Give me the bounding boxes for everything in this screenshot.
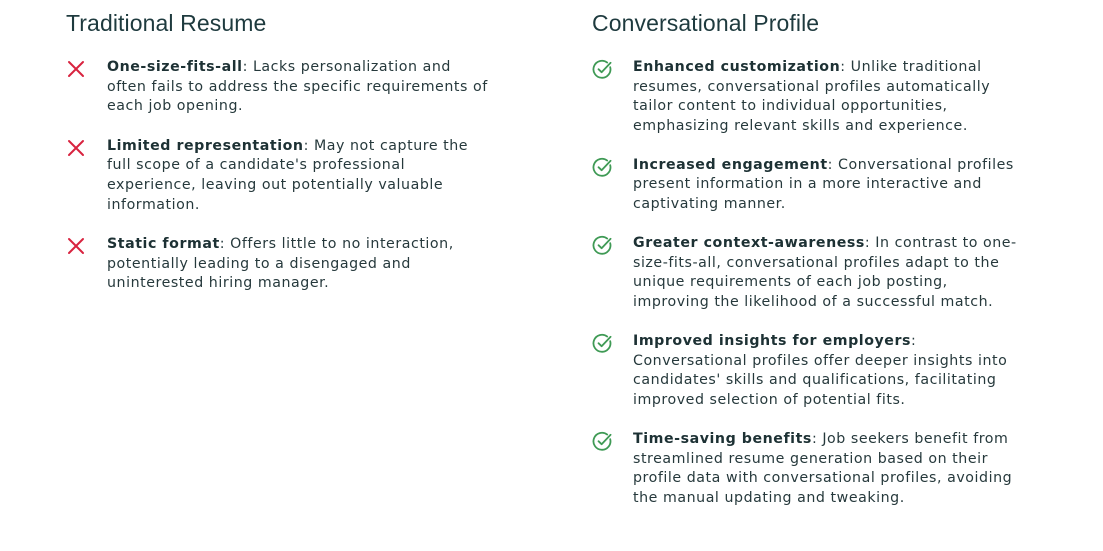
- item-text: : Unlike traditional resumes, conversational profiles automatically tailor content to individual opportunities, emphasizing relevant skills and experience.: [633, 59, 991, 134]
- check-circle-icon: [592, 59, 612, 79]
- check-circle-icon: [592, 157, 612, 177]
- item-term: Increased engagement: [633, 156, 828, 173]
- cross-icon: [66, 236, 86, 256]
- list-item: [66, 58, 492, 117]
- conversational-profile-heading: Conversational Profile: [592, 10, 820, 36]
- item-text: : May not capture the full scope of a candidate's professional experience, leaving out potentially valuable information.: [107, 137, 469, 213]
- item-text: : Job seekers benefit from streamlined resume generation based on their profile data with conversational profiles, avoiding the manual updating and tweaking.: [633, 430, 1013, 506]
- check-circle-icon: [592, 333, 612, 353]
- list-item: [66, 235, 492, 294]
- item-term: Improved insights for employers: [633, 333, 912, 350]
- traditional-resume-list: [66, 58, 506, 294]
- check-circle-icon: [592, 235, 612, 255]
- item-text: : Conversational profiles present information in a more interactive and captivating manner.: [633, 156, 1014, 213]
- item-term: One-size-fits-all: [107, 59, 243, 75]
- check-circle-icon: [592, 431, 612, 451]
- list-item: [66, 137, 492, 215]
- traditional-resume-column: [66, 8, 506, 314]
- item-term: Greater context-awareness: [633, 235, 865, 252]
- list-item: [592, 332, 1023, 410]
- item-text: : In contrast to one-size-fits-all, conversational profiles adapt to the unique requirements of each job posting, improving the likelihood of a successful match.: [633, 235, 1017, 310]
- cross-icon: [66, 138, 86, 158]
- item-text: : Conversational profiles offer deeper insights into candidates' skills and qualifications, facilitating improved selection of potential fits.: [633, 333, 1008, 408]
- conversational-profile-column: [592, 8, 1032, 528]
- item-text: : Offers little to no interaction, potentially leading to a disengaged and uninterested hiring manager.: [107, 236, 454, 292]
- list-item: [592, 58, 1023, 136]
- item-term: Time-saving benefits: [633, 430, 812, 447]
- conversational-profile-list: [592, 58, 1032, 508]
- item-text: : Lacks personalization and often fails to address the specific requirements of each job opening.: [107, 59, 488, 115]
- list-item: [592, 156, 1023, 215]
- item-term: Static format: [107, 236, 220, 253]
- item-term: Limited representation: [107, 137, 304, 154]
- list-item: [592, 234, 1023, 312]
- list-item: [592, 430, 1023, 508]
- traditional-resume-heading: Traditional Resume: [66, 10, 267, 36]
- item-term: Enhanced customization: [633, 59, 841, 75]
- cross-icon: [66, 59, 86, 79]
